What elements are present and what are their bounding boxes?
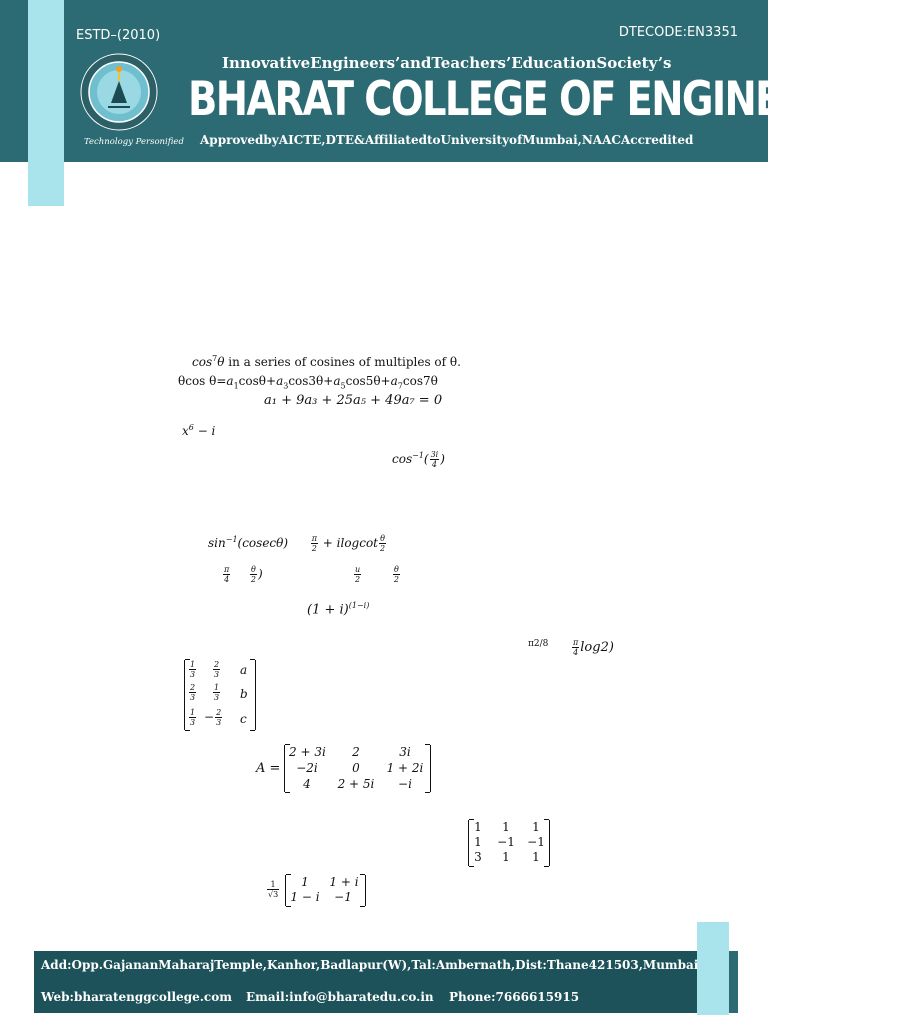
inverse-cos-expression: $\cos^{-1}$( $\frac{3i}{4}$ ): [392, 450, 445, 469]
matrix4-cell: 1: [301, 875, 309, 889]
matrix3-cell: −1: [527, 835, 545, 849]
inverse-sin-expression: $\sin^{-1}(cosec\theta)$ $\frac{\pi}{2}$ + ilogcot $\frac{\theta}{2}$: [208, 534, 386, 553]
address-text: Add:Opp.GajananMaharajTemple,Kanhor,Badlapur(W),Tal:Ambernath,Dist:Thane421503,Mumbai: [41, 958, 699, 972]
pi-log-expression: $\frac{\pi}{4}$ log2): [573, 638, 614, 657]
website-link[interactable]: Web:bharatenggcollege.com: [41, 990, 232, 1004]
scalar-factor: $\frac{1}{√3}$: [268, 880, 279, 899]
dte-code: DTECODE:EN3351: [618, 25, 738, 40]
matrix4-cell: 1 − i: [290, 890, 320, 904]
matrixA-cell: 4: [303, 777, 311, 791]
matrix3-cell: 1: [532, 820, 540, 834]
matrixA-cell: 0: [352, 761, 360, 775]
matrix3-cell: 1: [474, 820, 482, 834]
college-seal-icon: [80, 53, 158, 131]
cos-series-expansion: θcos $\theta=a_1\cos\theta+a_3\cos 3\theta+a_5\cos 5\theta+a_7\cos 7\theta$: [178, 374, 438, 391]
matrixA-cell: 2: [352, 745, 360, 759]
decorative-stripe: [28, 0, 64, 206]
fraction-pair-left: $\frac{\pi}{4}$ $\frac{\theta}{2}$ ): [224, 565, 263, 584]
college-name: BHARAT COLLEGE OF ENGINEERING: [188, 72, 906, 127]
matrixA-cell: −2i: [296, 761, 318, 775]
complex-matrix-a: [284, 745, 431, 792]
matrixA-cell: 2 + 5i: [337, 777, 375, 791]
matrix3-cell: 1: [532, 850, 540, 864]
matrix3-cell: −1: [497, 835, 515, 849]
complex-power-expression: $(1 + i)^{(1-i)}$: [307, 601, 370, 618]
matrix1-cell: b: [240, 687, 248, 701]
matrix-a-label: A =: [256, 761, 281, 776]
matrix1-cell: − $\frac{2}{3}$: [204, 708, 222, 727]
phone-text: Phone:7666615915: [449, 990, 580, 1004]
matrix3-cell: 1: [502, 850, 510, 864]
matrix4-cell: −1: [334, 890, 352, 904]
logo-motto: Technology Personified: [84, 137, 184, 147]
approval-text: ApprovedbyAICTE,DTE&AffiliatedtoUniversityofMumbai,NAACAccredited: [200, 133, 694, 147]
email-link[interactable]: Email:info@bharatedu.co.in: [246, 990, 434, 1004]
integer-matrix: [468, 820, 550, 866]
pi-squared-label: π2/8: [528, 639, 549, 649]
matrix1-cell: $\frac{1}{3}$: [190, 660, 196, 679]
matrixA-cell: 2 + 3i: [289, 745, 326, 759]
polynomial-x6: $x^6 - i$: [182, 423, 216, 438]
matrix3-cell: 1: [474, 835, 482, 849]
matrix1-cell: $\frac{1}{3}$: [190, 708, 196, 727]
matrixA-cell: 3i: [399, 745, 411, 759]
matrix3-cell: 3: [474, 850, 482, 864]
fraction-pair-right: $\frac{u}{2}$ $\frac{\theta}{2}$: [355, 565, 399, 584]
orthogonal-matrix: [184, 660, 256, 730]
matrix3-cell: 1: [502, 820, 510, 834]
matrix1-cell: $\frac{1}{3}$: [214, 683, 220, 702]
established-year: ESTD–(2010): [76, 28, 161, 43]
footer-edge: [729, 951, 738, 1013]
coefficient-equation: a₁ + 9a₃ + 25a₅ + 49a₇ = 0: [264, 393, 443, 408]
society-name: InnovativeEngineers’andTeachers’EducationSociety’s: [222, 54, 672, 72]
matrixA-cell: 1 + 2i: [386, 761, 424, 775]
matrix1-cell: $\frac{2}{3}$: [190, 683, 196, 702]
matrix1-cell: a: [240, 663, 248, 677]
question-cos7: $\cos^7\theta$ in a series of cosines of multiples of θ.: [192, 354, 461, 369]
matrix4-cell: 1 + i: [329, 875, 359, 889]
matrix1-cell: $\frac{2}{3}$: [214, 660, 220, 679]
decorative-stripe: [697, 922, 729, 1015]
matrix1-cell: c: [240, 712, 247, 726]
matrixA-cell: −i: [398, 777, 412, 791]
hermitian-matrix: [285, 875, 366, 906]
